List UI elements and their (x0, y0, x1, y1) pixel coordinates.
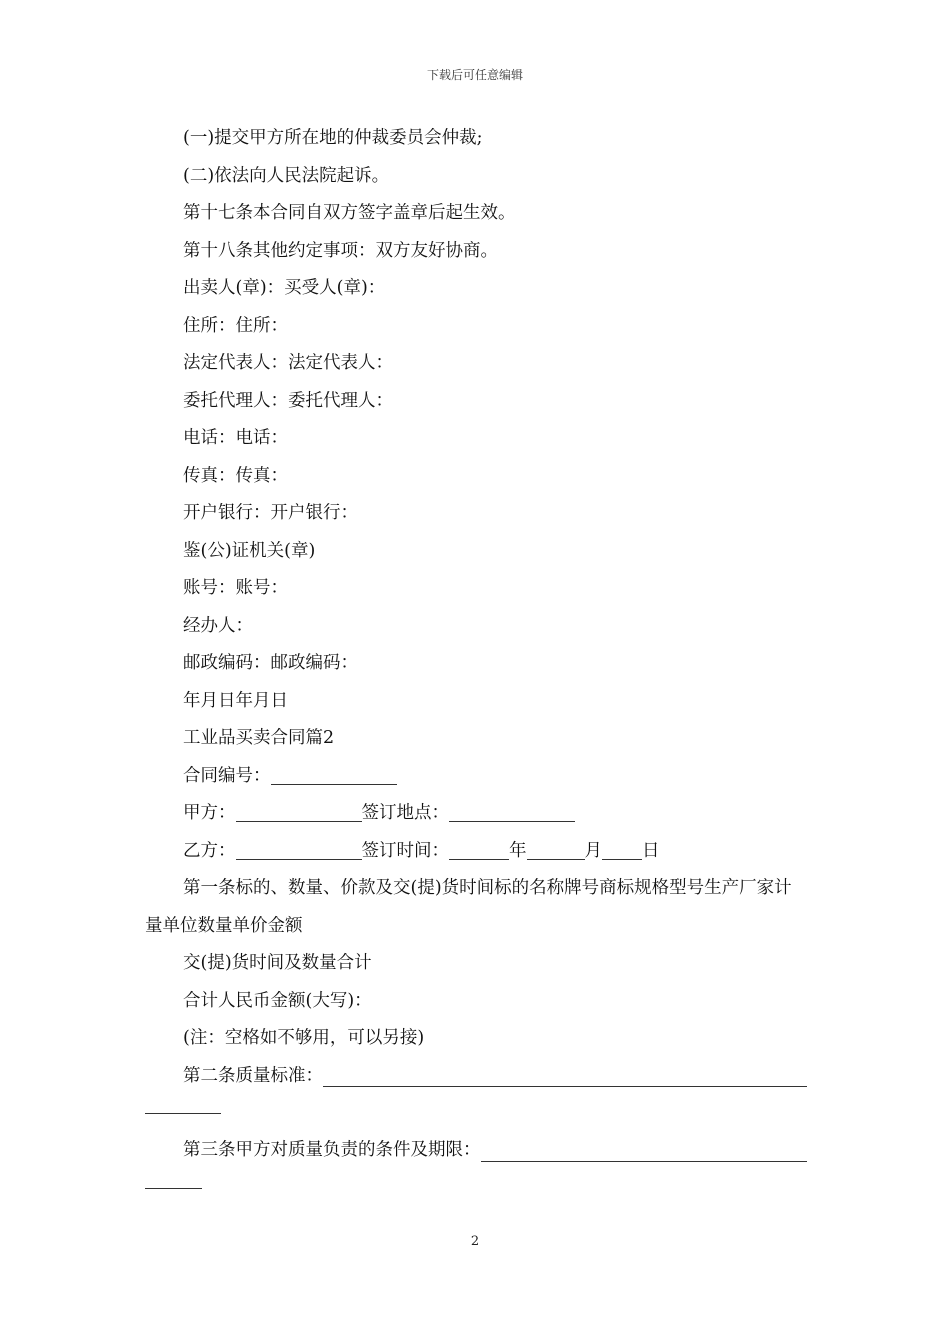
delivery-total: 交(提)货时间及数量合计 (183, 953, 372, 973)
article-2-blank-cont[interactable] (145, 1109, 221, 1114)
total-rmb: 合计人民币金额(大写)： (183, 990, 372, 1011)
article-1: 第一条标的、数量、价款及交(提)货时间标的名称牌号商标规格型号生产厂家计量单位数量单价金额 (145, 878, 792, 936)
article-17: 第十七条本合同自双方签字盖章后起生效。 (183, 203, 516, 223)
article-2-label: 第二条质量标准： (183, 1065, 323, 1086)
party-a-blank[interactable] (236, 797, 362, 822)
day-label: 日 (642, 840, 660, 861)
signature-bank: 开户银行：开户银行： (183, 503, 358, 523)
article-2-row (145, 1058, 807, 1096)
contract-number-row (145, 758, 807, 796)
signature-account: 账号：账号： (183, 578, 288, 598)
clause-arbitration: (一)提交甲方所在地的仲裁委员会仲裁; (183, 128, 483, 148)
article-3-continuation (145, 1170, 807, 1207)
year-label: 年 (509, 840, 527, 861)
party-b-label: 乙方： (183, 840, 236, 861)
signature-phone: 电话：电话： (183, 428, 288, 448)
notary-office: 鉴(公)证机关(章) (183, 540, 316, 561)
signature-handler: 经办人： (183, 615, 253, 636)
party-b-blank[interactable] (236, 835, 362, 860)
party-b-row (145, 833, 807, 871)
signature-seller-buyer: 出卖人(章)：买受人(章)： (183, 278, 386, 298)
signing-time-label: 签订时间： (361, 840, 449, 861)
signing-place-label: 签订地点： (361, 803, 449, 823)
party-a-label: 甲方： (183, 803, 236, 823)
page-header: 下载后可任意编辑 (426, 68, 523, 82)
section-title: 工业品买卖合同篇2 (183, 728, 335, 748)
article-18: 第十八条其他约定事项：双方友好协商。 (183, 240, 498, 261)
signature-legal-rep: 法定代表人：法定代表人： (183, 353, 393, 373)
signing-place-blank[interactable] (449, 797, 575, 822)
article-2-blank[interactable] (323, 1062, 807, 1087)
month-blank[interactable] (527, 835, 585, 860)
party-a-row (145, 795, 807, 833)
month-label: 月 (584, 840, 602, 861)
document-body (145, 120, 807, 1207)
contract-number-label: 合同编号： (183, 765, 271, 786)
note: (注：空格如不够用，可以另接) (183, 1028, 425, 1048)
signature-date: 年月日年月日 (183, 690, 288, 711)
signature-postcode: 邮政编码：邮政编码： (183, 653, 358, 673)
article-3-blank-cont[interactable] (145, 1184, 202, 1189)
page-number: 2 (470, 1234, 480, 1249)
clause-lawsuit: (二)依法向人民法院起诉。 (183, 165, 390, 186)
day-blank[interactable] (602, 835, 642, 860)
signature-fax: 传真：传真： (183, 465, 288, 486)
article-2-continuation (145, 1095, 807, 1132)
article-3-label: 第三条甲方对质量负责的条件及期限： (183, 1140, 481, 1160)
article-3-row (145, 1132, 807, 1170)
signature-address: 住所：住所： (183, 315, 288, 336)
signature-agent: 委托代理人：委托代理人： (183, 390, 393, 411)
year-blank[interactable] (449, 835, 509, 860)
contract-number-blank[interactable] (271, 760, 397, 785)
article-3-blank[interactable] (481, 1137, 808, 1162)
